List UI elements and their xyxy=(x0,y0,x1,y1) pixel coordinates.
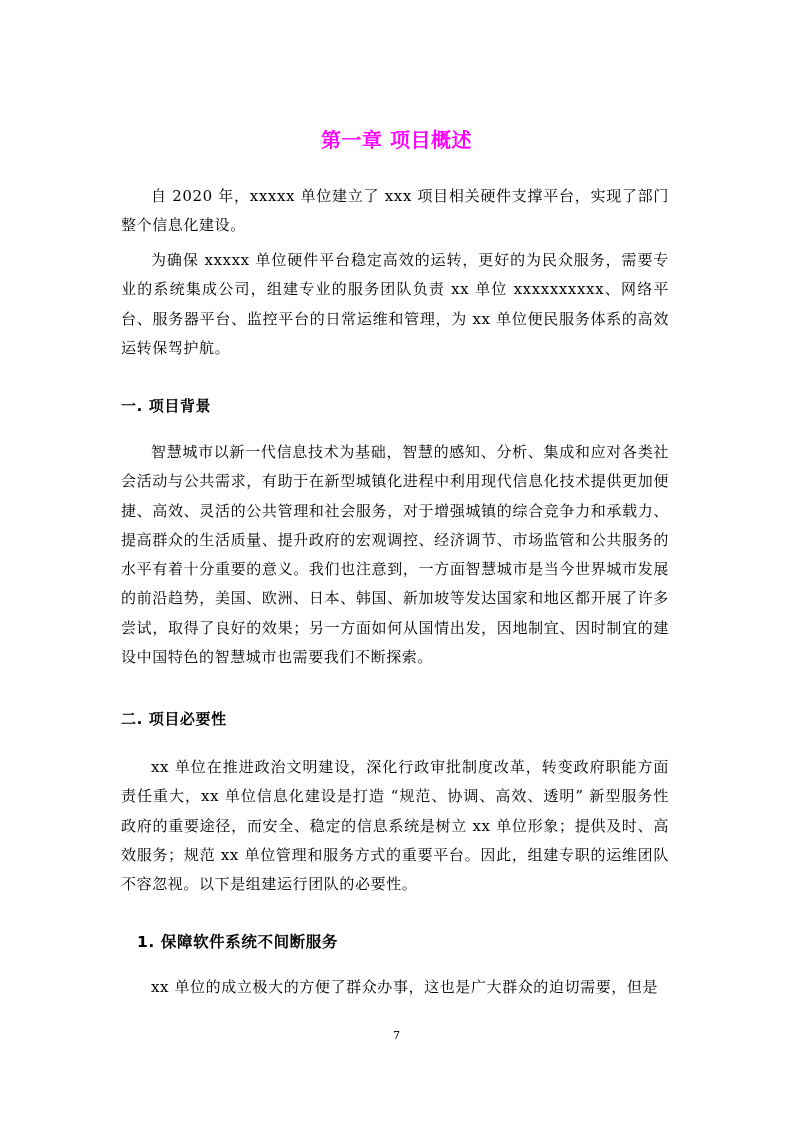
intro-paragraph-1: 自 2020 年，xxxxx 单位建立了 xxx 项目相关硬件支撑平台，实现了部门整个信息化建设。 xyxy=(121,187,669,235)
page-number: 7 xyxy=(393,1029,400,1042)
necessity-paragraph: xx 单位在推进政治文明建设，深化行政审批制度改革，转变政府职能方面责任重大，xx 单位信息化建设是打造 “规范、协调、高效、透明” 新型服务性政府的重要途径，而安全、稳定的信息系统是树立 xx 单位形象；提供及时、高效服务；规范 xx 单位管理和服务方式的重要平台。因此，组建专职的运维团队不容忽视。以下是组建运行团队的必要性。 xyxy=(121,758,669,894)
section-heading-background: 一. 项目背景 xyxy=(121,397,212,415)
continuity-paragraph: xx 单位的成立极大的方便了群众办事，这也是广大群众的迫切需要，但是 xyxy=(151,978,659,996)
section-heading-necessity: 二. 项目必要性 xyxy=(121,710,227,728)
subsection-heading-continuity: 1. 保障软件系统不间断服务 xyxy=(137,933,338,951)
chapter-title: 第一章 项目概述 xyxy=(321,128,472,152)
intro-paragraph-2: 为确保 xxxxx 单位硬件平台稳定高效的运转，更好的为民众服务，需要专业的系统集成公司，组建专业的服务团队负责 xx 单位 xxxxxxxxxx、网络平台、服务器平台、监控平台的日常运维和管理，为 xx 单位便民服务体系的高效运转保驾护航。 xyxy=(121,251,669,357)
background-paragraph: 智慧城市以新一代信息技术为基础，智慧的感知、分析、集成和应对各类社会活动与公共需求，有助于在新型城镇化进程中利用现代信息化技术提供更加便捷、高效、灵活的公共管理和社会服务，对于增强城镇的综合竞争力和承载力、提高群众的生活质量、提升政府的宏观调控、经济调节、市场监管和公共服务的水平有着十分重要的意义。我们也注意到，一方面智慧城市是当今世界城市发展的前沿趋势，美国、欧洲、日本、韩国、新加坡等发达国家和地区都开展了许多尝试，取得了良好的效果；另一方面如何从国情出发，因地制宜、因时制宜的建设中国特色的智慧城市也需要我们不断探索。 xyxy=(121,443,669,667)
